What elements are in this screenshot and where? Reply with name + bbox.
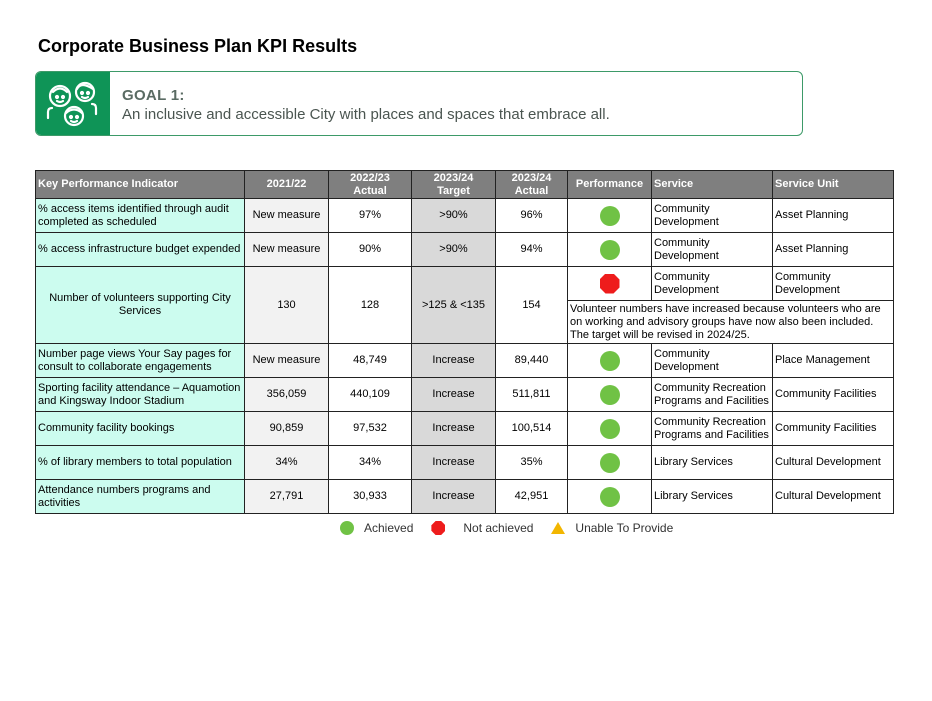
header-2023-24-target-line2: Target xyxy=(437,184,470,197)
service-unit-cell: Asset Planning xyxy=(773,199,894,233)
performance-cell xyxy=(568,267,652,301)
legend-not-achieved-label: Not achieved xyxy=(463,521,534,535)
goal-banner xyxy=(35,71,803,136)
kpi-table xyxy=(35,170,894,514)
legend-unable xyxy=(551,521,673,535)
table-row xyxy=(36,199,894,233)
value-2023-24: 89,440 xyxy=(496,344,568,378)
performance-cell xyxy=(568,199,652,233)
value-target: Increase xyxy=(412,446,496,480)
service-unit-cell: Cultural Development xyxy=(773,480,894,514)
value-2022-23: 34% xyxy=(329,446,412,480)
header-2022-23-actual xyxy=(329,171,412,199)
header-2022-23-line2: Actual xyxy=(353,184,387,197)
header-2023-24-actual-line1: 2023/24 xyxy=(511,171,552,184)
achieved-circle-icon xyxy=(340,521,354,535)
goal-icon-box xyxy=(36,72,110,135)
kpi-name: Number page views Your Say pages for consult to collaborate engagements xyxy=(36,344,245,378)
kpi-name: Sporting facility attendance – Aquamotion and Kingsway Indoor Stadium xyxy=(36,378,245,412)
table-row xyxy=(36,480,894,514)
value-2023-24: 94% xyxy=(496,233,568,267)
value-2023-24: 100,514 xyxy=(496,412,568,446)
value-target: >90% xyxy=(412,199,496,233)
header-2022-23-line1: 2022/23 xyxy=(350,171,390,184)
header-service-unit: Service Unit xyxy=(773,171,894,199)
service-cell: Library Services xyxy=(652,480,773,514)
value-target: >125 & <135 xyxy=(412,267,496,344)
value-2021-22: 90,859 xyxy=(245,412,329,446)
service-unit-cell: Community Facilities xyxy=(773,412,894,446)
service-cell: Community Development xyxy=(652,233,773,267)
value-2022-23: 97% xyxy=(329,199,412,233)
table-row xyxy=(36,267,894,301)
service-cell: Library Services xyxy=(652,446,773,480)
performance-cell xyxy=(568,412,652,446)
table-row xyxy=(36,446,894,480)
kpi-name: % access items identified through audit completed as scheduled xyxy=(36,199,245,233)
performance-cell xyxy=(568,480,652,514)
table-row xyxy=(36,233,894,267)
kpi-name: Attendance numbers programs and activities xyxy=(36,480,245,514)
value-target: Increase xyxy=(412,480,496,514)
warning-triangle-icon xyxy=(551,522,565,534)
value-2021-22: 34% xyxy=(245,446,329,480)
goal-label: GOAL 1: xyxy=(122,87,185,104)
value-2022-23: 440,109 xyxy=(329,378,412,412)
value-2022-23: 97,532 xyxy=(329,412,412,446)
value-target: Increase xyxy=(412,344,496,378)
achieved-status-icon xyxy=(600,206,620,226)
achieved-status-icon xyxy=(600,385,620,405)
legend-unable-label: Unable To Provide xyxy=(575,521,674,535)
kpi-name: % of library members to total population xyxy=(36,446,245,480)
service-unit-cell: Community Development xyxy=(773,267,894,301)
value-target: Increase xyxy=(412,378,496,412)
table-header-row xyxy=(36,171,894,199)
value-2023-24: 35% xyxy=(496,446,568,480)
value-target: Increase xyxy=(412,412,496,446)
performance-cell xyxy=(568,344,652,378)
achieved-status-icon xyxy=(600,419,620,439)
value-2023-24: 511,811 xyxy=(496,378,568,412)
performance-cell xyxy=(568,446,652,480)
header-kpi: Key Performance Indicator xyxy=(36,171,245,199)
kpi-name: % access infrastructure budget expended xyxy=(36,233,245,267)
achieved-status-icon xyxy=(600,351,620,371)
service-unit-cell: Place Management xyxy=(773,344,894,378)
value-2021-22: New measure xyxy=(245,199,329,233)
service-cell: Community Recreation Programs and Facilities xyxy=(652,412,773,446)
achieved-status-icon xyxy=(600,240,620,260)
service-unit-cell: Asset Planning xyxy=(773,233,894,267)
header-2023-24-target xyxy=(412,171,496,199)
people-faces-icon xyxy=(44,78,102,132)
value-2022-23: 90% xyxy=(329,233,412,267)
value-2023-24: 154 xyxy=(496,267,568,344)
page-title: Corporate Business Plan KPI Results xyxy=(38,36,358,56)
value-2022-23: 30,933 xyxy=(329,480,412,514)
goal-description: An inclusive and accessible City with places and spaces that embrace all. xyxy=(122,106,610,123)
service-cell: Community Development xyxy=(652,199,773,233)
table-row xyxy=(36,344,894,378)
header-2021-22: 2021/22 xyxy=(245,171,329,199)
kpi-name: Community facility bookings xyxy=(36,412,245,446)
value-2021-22: 130 xyxy=(245,267,329,344)
service-unit-cell: Community Facilities xyxy=(773,378,894,412)
achieved-status-icon xyxy=(600,487,620,507)
legend xyxy=(340,521,691,535)
header-2023-24-target-line1: 2023/24 xyxy=(433,171,474,184)
not-achieved-status-icon xyxy=(600,274,620,294)
legend-not-achieved xyxy=(431,521,533,535)
header-service: Service xyxy=(652,171,773,199)
legend-achieved xyxy=(340,521,413,535)
service-cell: Community Development xyxy=(652,267,773,301)
header-2023-24-actual-line2: Actual xyxy=(514,184,549,197)
value-2021-22: 27,791 xyxy=(245,480,329,514)
value-2022-23: 48,749 xyxy=(329,344,412,378)
performance-cell xyxy=(568,378,652,412)
table-row xyxy=(36,412,894,446)
achieved-status-icon xyxy=(600,453,620,473)
performance-cell xyxy=(568,233,652,267)
service-cell: Community Recreation Programs and Facilities xyxy=(652,378,773,412)
header-2023-24-actual xyxy=(496,171,568,199)
value-2021-22: New measure xyxy=(245,344,329,378)
service-unit-cell: Cultural Development xyxy=(773,446,894,480)
legend-achieved-label: Achieved xyxy=(364,521,414,535)
kpi-name: Number of volunteers supporting City Services xyxy=(36,267,245,344)
performance-comment: Volunteer numbers have increased because volunteers who are on working and advisory groups have now also been included. The target will be revised in 2024/25. xyxy=(568,301,894,344)
value-target: >90% xyxy=(412,233,496,267)
value-2021-22: New measure xyxy=(245,233,329,267)
table-row xyxy=(36,378,894,412)
value-2021-22: 356,059 xyxy=(245,378,329,412)
service-cell: Community Development xyxy=(652,344,773,378)
header-performance: Performance xyxy=(568,171,652,199)
value-2023-24: 96% xyxy=(496,199,568,233)
not-achieved-octagon-icon xyxy=(431,521,445,535)
value-2023-24: 42,951 xyxy=(496,480,568,514)
value-2022-23: 128 xyxy=(329,267,412,344)
